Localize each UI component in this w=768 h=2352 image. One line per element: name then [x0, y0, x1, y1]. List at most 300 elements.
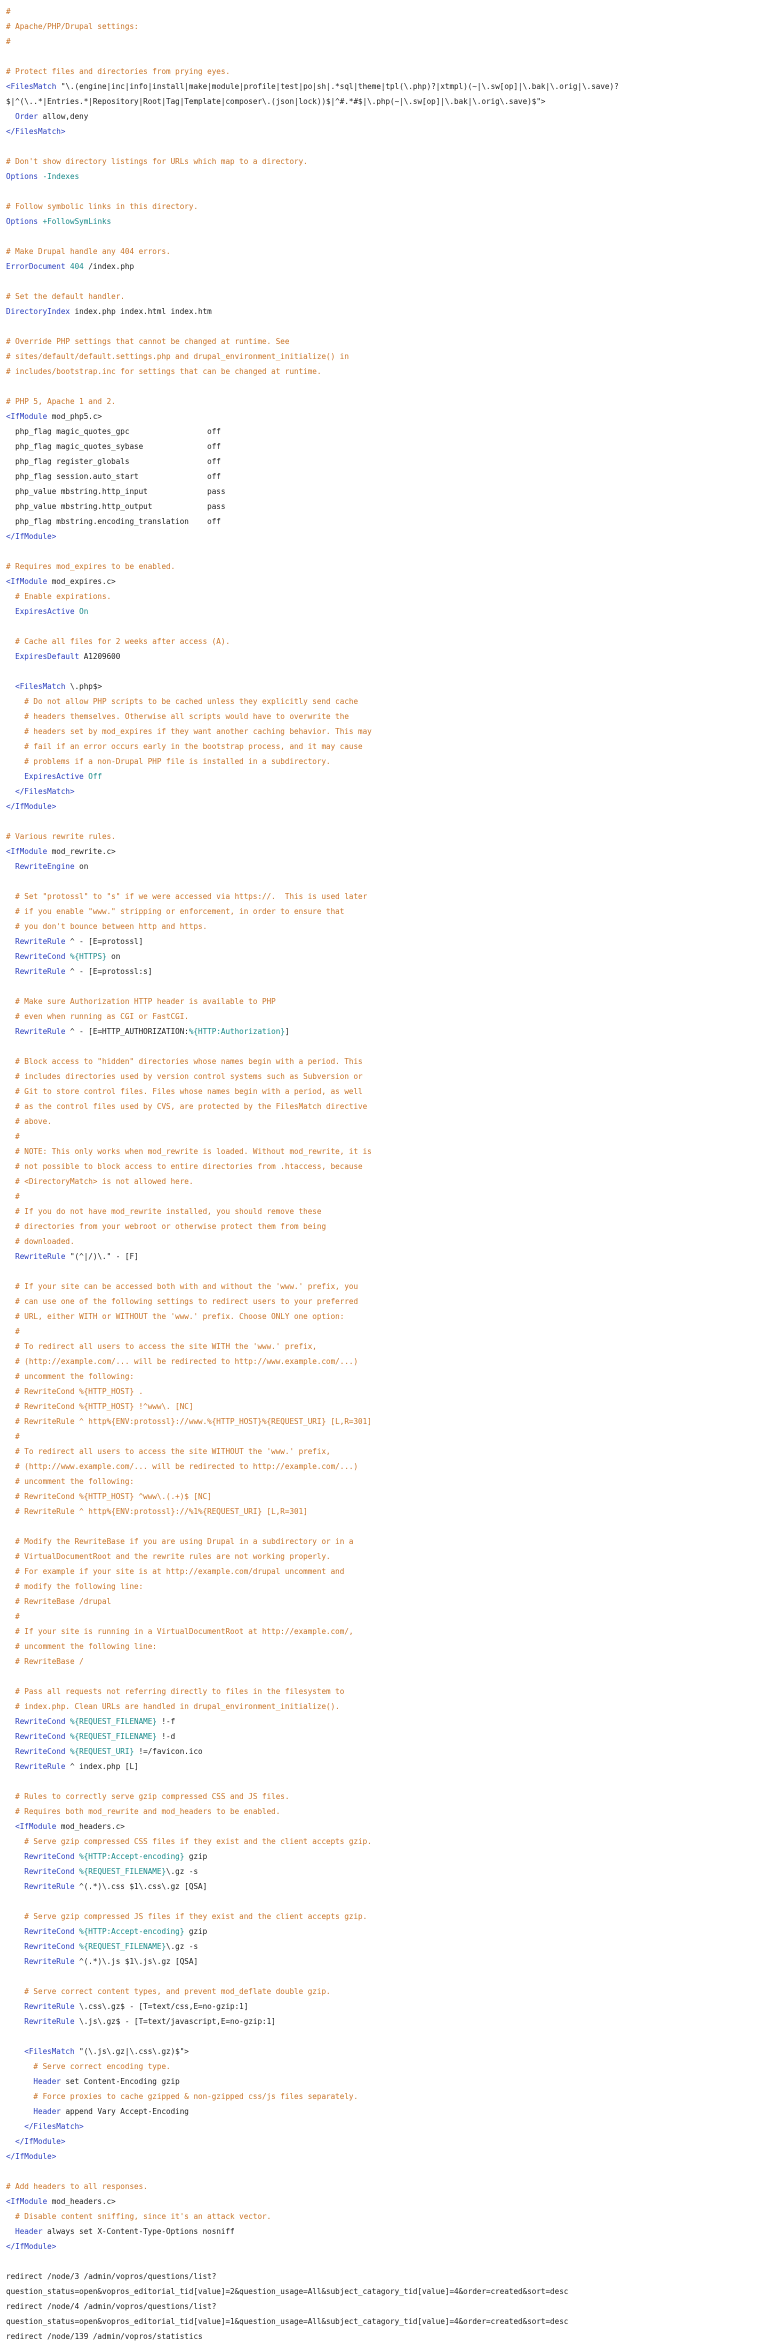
code-keyword: <FilesMatch [6, 682, 71, 691]
code-text: set Content-Encoding gzip [65, 2077, 180, 2086]
code-line [6, 1114, 768, 1129]
code-line [6, 829, 768, 844]
code-keyword: <FilesMatch [6, 2047, 80, 2056]
code-line [6, 139, 768, 154]
code-keyword: RewriteRule [6, 1882, 80, 1891]
code-comment: # For example if your site is at http://example.com/drupal uncomment and [6, 1567, 345, 1576]
code-comment: # Serve gzip compressed CSS files if they exist and the client accepts gzip. [6, 1837, 372, 1846]
code-comment: # modify the following line: [6, 1582, 144, 1591]
code-comment: # can use one of the following settings to redirect users to your preferred [6, 1297, 359, 1306]
code-line [6, 904, 768, 919]
code-variable: %{HTTP:Authorization} [188, 1027, 285, 1036]
code-line [6, 1159, 768, 1174]
code-line [6, 994, 768, 1009]
code-text: php_value mbstring.http_input pass [6, 487, 226, 496]
code-comment: # [6, 1612, 20, 1621]
code-line [6, 1624, 768, 1639]
code-comment: # Apache/PHP/Drupal settings: [6, 22, 139, 31]
code-variable: +FollowSymLinks [42, 217, 112, 226]
code-line [6, 1309, 768, 1324]
code-comment: # as the control files used by CVS, are protected by the FilesMatch directive [6, 1102, 368, 1111]
code-keyword: Header [6, 2077, 66, 2086]
code-comment: # To redirect all users to access the site WITH the 'www.' prefix, [6, 1342, 317, 1351]
code-line [6, 304, 768, 319]
code-line [6, 1969, 768, 1984]
code-line [6, 274, 768, 289]
code-line [6, 1894, 768, 1909]
code-comment: # Pass all requests not referring directly to files in the filesystem to [6, 1687, 345, 1696]
code-comment: # Protect files and directories from prying eyes. [6, 67, 231, 76]
code-comment: # Modify the RewriteBase if you are using Drupal in a subdirectory or in a [6, 1537, 354, 1546]
code-comment: # NOTE: This only works when mod_rewrite is loaded. Without mod_rewrite, it is [6, 1147, 372, 1156]
code-line [6, 34, 768, 49]
code-text: /index.php [88, 262, 135, 271]
code-variable: %{REQUEST_FILENAME} [79, 1942, 167, 1951]
code-keyword: RewriteRule [6, 2017, 80, 2026]
code-line [6, 724, 768, 739]
code-comment: # Add headers to all responses. [6, 2182, 148, 2191]
code-line [6, 379, 768, 394]
code-variable: %{HTTP:Accept-encoding} [79, 1852, 189, 1861]
code-comment: # URL, either WITH or WITHOUT the 'www.' prefix. Choose ONLY one option: [6, 1312, 345, 1321]
code-comment: # Git to store control files. Files whose names begin with a period, as well [6, 1087, 363, 1096]
code-keyword: Header [6, 2227, 48, 2236]
code-line [6, 1924, 768, 1939]
code-comment: # Serve gzip compressed JS files if they exist and the client accepts gzip. [6, 1912, 368, 1921]
code-line [6, 1474, 768, 1489]
code-comment: # If you do not have mod_rewrite installed, you should remove these [6, 1207, 322, 1216]
code-line [6, 19, 768, 34]
code-keyword: RewriteEngine [6, 862, 80, 871]
code-line [6, 1039, 768, 1054]
code-text: on [111, 952, 121, 961]
code-line [6, 2104, 768, 2119]
code-comment: # if you enable "www." stripping or enforcement, in order to ensure that [6, 907, 345, 916]
code-keyword: RewriteCond [6, 1942, 80, 1951]
code-line [6, 2014, 768, 2029]
code-line [6, 769, 768, 784]
code-line [6, 1129, 768, 1144]
code-text: \.gz -s [166, 1942, 199, 1951]
code-line [6, 514, 768, 529]
code-line [6, 1834, 768, 1849]
code-text: "\.(engine|inc|info|install|make|module|profile|test|po|sh|.*sql|theme|tpl(\.php)?|xtmpl)(~|\.sw[op]|\.bak|\.orig|\.save)? [60, 82, 619, 91]
code-comment: # directories from your webroot or otherwise protect them from being [6, 1222, 327, 1231]
code-line [6, 949, 768, 964]
code-line [6, 1099, 768, 1114]
code-line [6, 319, 768, 334]
code-line [6, 2209, 768, 2224]
code-comment: # Make sure Authorization HTTP header is available to PHP [6, 997, 276, 1006]
code-line [6, 214, 768, 229]
code-comment: # [6, 1432, 20, 1441]
code-keyword: <IfModule [6, 847, 52, 856]
code-line [6, 2284, 768, 2299]
code-line [6, 1594, 768, 1609]
code-line [6, 1999, 768, 2014]
code-comment: # RewriteRule ^ http%{ENV:protossl}://%1%{REQUEST_URI} [L,R=301] [6, 1507, 308, 1516]
code-comment: # Requires mod_expires to be enabled. [6, 562, 176, 571]
code-line [6, 1609, 768, 1624]
code-keyword: RewriteRule [6, 937, 71, 946]
code-keyword: ExpiresActive [6, 772, 89, 781]
code-text: !-f [161, 1717, 176, 1726]
code-comment: # Don't show directory listings for URLs which map to a directory. [6, 157, 308, 166]
code-line [6, 79, 768, 94]
code-comment: # RewriteBase / [6, 1657, 84, 1666]
code-line [6, 619, 768, 634]
code-text: ^(.*)\.css $1\.css\.gz [QSA] [79, 1882, 208, 1891]
code-variable: 404 [70, 262, 89, 271]
code-line [6, 169, 768, 184]
code-keyword: RewriteCond [6, 1732, 71, 1741]
code-comment: # Force proxies to cache gzipped & non-gzipped css/js files separately. [6, 2092, 359, 2101]
code-keyword: RewriteCond [6, 1867, 80, 1876]
code-text: $|^(\..*|Entries.*|Repository|Root|Tag|Template|composer\.(json|lock))$|^#.*#$|\.php(~|\.sw[op]|\.bak|\.orig\.save)$"> [6, 97, 546, 106]
code-line [6, 394, 768, 409]
code-line [6, 439, 768, 454]
code-keyword: </FilesMatch> [6, 787, 75, 796]
code-line [6, 2224, 768, 2239]
code-text: gzip [188, 1852, 208, 1861]
code-line [6, 934, 768, 949]
code-keyword: RewriteCond [6, 1852, 80, 1861]
code-line [6, 364, 768, 379]
code-line [6, 2239, 768, 2254]
code-line [6, 1009, 768, 1024]
code-comment: # RewriteRule ^ http%{ENV:protossl}://www.%{HTTP_HOST}%{REQUEST_URI} [L,R=301] [6, 1417, 372, 1426]
code-line [6, 1399, 768, 1414]
code-comment: # [6, 37, 11, 46]
code-text: php_value mbstring.http_output pass [6, 502, 226, 511]
code-comment: # Serve correct content types, and prevent mod_deflate double gzip. [6, 1987, 331, 1996]
code-keyword: </IfModule> [6, 532, 57, 541]
code-comment: # RewriteCond %{HTTP_HOST} ^www\.(.+)$ [NC] [6, 1492, 212, 1501]
code-line [6, 2314, 768, 2329]
code-line [6, 1849, 768, 1864]
code-comment: # uncomment the following line: [6, 1642, 157, 1651]
code-text: question_status=open&vopros_editorial_tid[value]=2&question_usage=All&subject_catagory_tid[value]=4&order=created&sort=desc [6, 2287, 569, 2296]
code-comment: # <DirectoryMatch> is not allowed here. [6, 1177, 194, 1186]
code-line [6, 844, 768, 859]
code-text: php_flag magic_quotes_gpc off [6, 427, 221, 436]
code-keyword: RewriteCond [6, 1747, 71, 1756]
code-line [6, 94, 768, 109]
code-line [6, 1234, 768, 1249]
code-text: index.php index.html index.htm [74, 307, 212, 316]
code-comment: # RewriteBase /drupal [6, 1597, 112, 1606]
code-line [6, 649, 768, 664]
code-line [6, 1054, 768, 1069]
code-keyword: </FilesMatch> [6, 127, 66, 136]
code-line [6, 859, 768, 874]
code-line [6, 109, 768, 124]
code-comment: # RewriteCond %{HTTP_HOST} !^www\. [NC] [6, 1402, 194, 1411]
code-variable: %{HTTPS} [70, 952, 112, 961]
code-comment: # [6, 7, 11, 16]
code-line [6, 1789, 768, 1804]
code-line [6, 964, 768, 979]
code-line [6, 1639, 768, 1654]
code-text: redirect /node/139 /admin/vopros/statistics [6, 2332, 203, 2341]
code-line [6, 4, 768, 19]
code-line [6, 1324, 768, 1339]
code-comment: # RewriteCond %{HTTP_HOST} . [6, 1387, 144, 1396]
code-text: append Vary Accept-Encoding [65, 2107, 189, 2116]
code-variable: %{REQUEST_FILENAME} [70, 1732, 162, 1741]
code-text: allow,deny [42, 112, 89, 121]
code-keyword: Order [6, 112, 43, 121]
code-comment: # problems if a non-Drupal PHP file is installed in a subdirectory. [6, 757, 331, 766]
code-comment: # To redirect all users to access the site WITHOUT the 'www.' prefix, [6, 1447, 331, 1456]
code-text: php_flag session.auto_start off [6, 472, 221, 481]
code-line [6, 709, 768, 724]
code-line [6, 544, 768, 559]
code-line [6, 1369, 768, 1384]
code-line [6, 799, 768, 814]
code-line [6, 2254, 768, 2269]
code-text: ^ - [E=HTTP_AUTHORIZATION: [70, 1027, 189, 1036]
code-text: ^(.*)\.js $1\.js\.gz [QSA] [79, 1957, 199, 1966]
code-line [6, 634, 768, 649]
code-line [6, 1804, 768, 1819]
code-text: ^ - [E=protossl] [70, 937, 144, 946]
code-text: php_flag magic_quotes_sybase off [6, 442, 221, 451]
code-keyword: </IfModule> [6, 2137, 66, 2146]
code-line [6, 1819, 768, 1834]
code-line [6, 1024, 768, 1039]
code-line [6, 1519, 768, 1534]
code-line [6, 409, 768, 424]
code-line [6, 2329, 768, 2344]
code-line [6, 424, 768, 439]
code-variable: %{REQUEST_FILENAME} [70, 1717, 162, 1726]
code-variable: -Indexes [42, 172, 80, 181]
code-variable: %{REQUEST_URI} [70, 1747, 139, 1756]
code-keyword: RewriteRule [6, 1762, 71, 1771]
code-keyword: Header [6, 2107, 66, 2116]
code-line [6, 1264, 768, 1279]
code-line [6, 334, 768, 349]
code-line [6, 184, 768, 199]
code-comment: # Enable expirations. [6, 592, 112, 601]
code-keyword: RewriteCond [6, 1717, 71, 1726]
code-line [6, 1084, 768, 1099]
code-keyword: </IfModule> [6, 802, 57, 811]
code-line [6, 1504, 768, 1519]
code-comment: # uncomment the following: [6, 1372, 135, 1381]
code-comment: # Rules to correctly serve gzip compressed CSS and JS files. [6, 1792, 290, 1801]
code-line [6, 259, 768, 274]
code-text: mod_headers.c> [51, 2197, 116, 2206]
code-comment: # headers set by mod_expires if they want another caching behavior. This may [6, 727, 372, 736]
code-text: redirect /node/4 /admin/vopros/questions/list? [6, 2302, 217, 2311]
code-line [6, 2059, 768, 2074]
code-line [6, 1429, 768, 1444]
code-line [6, 2194, 768, 2209]
code-line [6, 1714, 768, 1729]
code-keyword: RewriteRule [6, 1027, 71, 1036]
code-variable: %{HTTP:Accept-encoding} [79, 1927, 189, 1936]
code-line [6, 2119, 768, 2134]
code-variable: %{REQUEST_FILENAME} [79, 1867, 167, 1876]
code-line [6, 49, 768, 64]
code-text: redirect /node/3 /admin/vopros/questions/list? [6, 2272, 217, 2281]
code-line [6, 1219, 768, 1234]
code-comment: # [6, 1327, 20, 1336]
code-line [6, 1174, 768, 1189]
code-line [6, 1444, 768, 1459]
code-text: question_status=open&vopros_editorial_tid[value]=1&question_usage=All&subject_catagory_tid[value]=4&order=created&sort=desc [6, 2317, 569, 2326]
code-line [6, 814, 768, 829]
code-line [6, 574, 768, 589]
code-comment: # includes/bootstrap.inc for settings that can be changed at runtime. [6, 367, 322, 376]
code-line [6, 679, 768, 694]
code-line [6, 2269, 768, 2284]
code-text: !-d [161, 1732, 176, 1741]
code-comment: # (http://www.example.com/... will be redirected to http://example.com/...) [6, 1462, 359, 1471]
code-text: php_flag register_globals off [6, 457, 221, 466]
code-line [6, 1339, 768, 1354]
code-keyword: <IfModule [6, 2197, 52, 2206]
code-comment: # Do not allow PHP scripts to be cached unless they explicitly send cache [6, 697, 359, 706]
code-text: mod_headers.c> [60, 1822, 125, 1831]
code-comment: # Disable content sniffing, since it's an attack vector. [6, 2212, 272, 2221]
code-keyword: </IfModule> [6, 2152, 57, 2161]
code-line [6, 1534, 768, 1549]
code-line [6, 1744, 768, 1759]
code-line [6, 454, 768, 469]
code-line [6, 244, 768, 259]
code-line [6, 1294, 768, 1309]
code-line [6, 589, 768, 604]
code-keyword: </FilesMatch> [6, 2122, 84, 2131]
code-line [6, 739, 768, 754]
code-line [6, 559, 768, 574]
code-text: "(\.js\.gz|\.css\.gz)$"> [79, 2047, 189, 2056]
code-comment: # sites/default/default.settings.php and drupal_environment_initialize() in [6, 352, 349, 361]
code-comment: # includes directories used by version control systems such as Subversion or [6, 1072, 363, 1081]
code-line [6, 1864, 768, 1879]
code-text: php_flag mbstring.encoding_translation off [6, 517, 221, 526]
code-comment: # [6, 1192, 20, 1201]
code-variable: On [79, 607, 89, 616]
code-line [6, 2149, 768, 2164]
code-line [6, 2164, 768, 2179]
code-keyword: <IfModule [6, 1822, 61, 1831]
code-line [6, 2299, 768, 2314]
code-text: \.php$> [70, 682, 103, 691]
code-line [6, 694, 768, 709]
code-line [6, 529, 768, 544]
code-line [6, 124, 768, 139]
code-comment: # (http://example.com/... will be redirected to http://www.example.com/...) [6, 1357, 359, 1366]
code-line [6, 1489, 768, 1504]
code-line [6, 349, 768, 364]
code-keyword: RewriteRule [6, 1957, 80, 1966]
code-line [6, 1669, 768, 1684]
code-line [6, 1279, 768, 1294]
code-comment: # Set "protossl" to "s" if we were accessed via https://. This is used later [6, 892, 368, 901]
code-comment: # not possible to block access to entire directories from .htaccess, because [6, 1162, 363, 1171]
code-comment: # If your site can be accessed both with and without the 'www.' prefix, you [6, 1282, 359, 1291]
code-text: on [79, 862, 89, 871]
code-line [6, 1189, 768, 1204]
code-text: ^ index.php [L] [70, 1762, 139, 1771]
code-line [6, 1654, 768, 1669]
code-keyword: <IfModule [6, 577, 52, 586]
code-line [6, 1729, 768, 1744]
code-line [6, 1699, 768, 1714]
code-comment: # even when running as CGI or FastCGI. [6, 1012, 189, 1021]
code-comment: # Make Drupal handle any 404 errors. [6, 247, 171, 256]
code-keyword: Options [6, 172, 43, 181]
code-keyword: Options [6, 217, 43, 226]
code-comment: # Requires both mod_rewrite and mod_headers to be enabled. [6, 1807, 281, 1816]
code-comment: # above. [6, 1117, 52, 1126]
code-comment: # uncomment the following: [6, 1477, 135, 1486]
code-keyword: RewriteRule [6, 1252, 71, 1261]
code-text: mod_rewrite.c> [51, 847, 116, 856]
code-line [6, 289, 768, 304]
code-line [6, 979, 768, 994]
code-text: mod_php5.c> [51, 412, 103, 421]
code-text: \.js\.gz$ - [T=text/javascript,E=no-gzip:1] [79, 2017, 276, 2026]
code-text: !=/favicon.ico [138, 1747, 203, 1756]
code-text: mod_expires.c> [51, 577, 116, 586]
code-line [6, 1204, 768, 1219]
code-line [6, 1954, 768, 1969]
code-line [6, 2029, 768, 2044]
code-comment: # If your site is running in a VirtualDocumentRoot at http://example.com/, [6, 1627, 354, 1636]
code-keyword: RewriteCond [6, 1927, 80, 1936]
code-text: "(^|/)\." - [F] [70, 1252, 139, 1261]
code-text: \.css\.gz$ - [T=text/css,E=no-gzip:1] [79, 2002, 249, 2011]
code-line [6, 1414, 768, 1429]
code-keyword: DirectoryIndex [6, 307, 75, 316]
code-keyword: RewriteRule [6, 967, 71, 976]
code-keyword: ErrorDocument [6, 262, 71, 271]
code-comment: # index.php. Clean URLs are handled in drupal_environment_initialize(). [6, 1702, 340, 1711]
code-comment: # headers themselves. Otherwise all scripts would have to overwrite the [6, 712, 349, 721]
code-text: \.gz -s [166, 1867, 199, 1876]
code-keyword: ExpiresDefault [6, 652, 84, 661]
code-line [6, 2089, 768, 2104]
code-line [6, 229, 768, 244]
code-line [6, 754, 768, 769]
code-line [6, 2074, 768, 2089]
code-line [6, 784, 768, 799]
code-comment: # downloaded. [6, 1237, 75, 1246]
code-keyword: ExpiresActive [6, 607, 80, 616]
code-line [6, 64, 768, 79]
code-line [6, 1684, 768, 1699]
code-line [6, 1459, 768, 1474]
code-line [6, 1069, 768, 1084]
code-line [6, 1249, 768, 1264]
code-comment: # Various rewrite rules. [6, 832, 116, 841]
code-comment: # PHP 5, Apache 1 and 2. [6, 397, 116, 406]
code-keyword: <FilesMatch [6, 82, 61, 91]
code-line [6, 1759, 768, 1774]
code-text: always set X-Content-Type-Options nosniff [47, 2227, 235, 2236]
code-line [6, 484, 768, 499]
code-line [6, 889, 768, 904]
code-keyword: RewriteCond [6, 952, 71, 961]
code-comment: # Follow symbolic links in this directory. [6, 202, 199, 211]
code-line [6, 664, 768, 679]
code-line [6, 1984, 768, 1999]
